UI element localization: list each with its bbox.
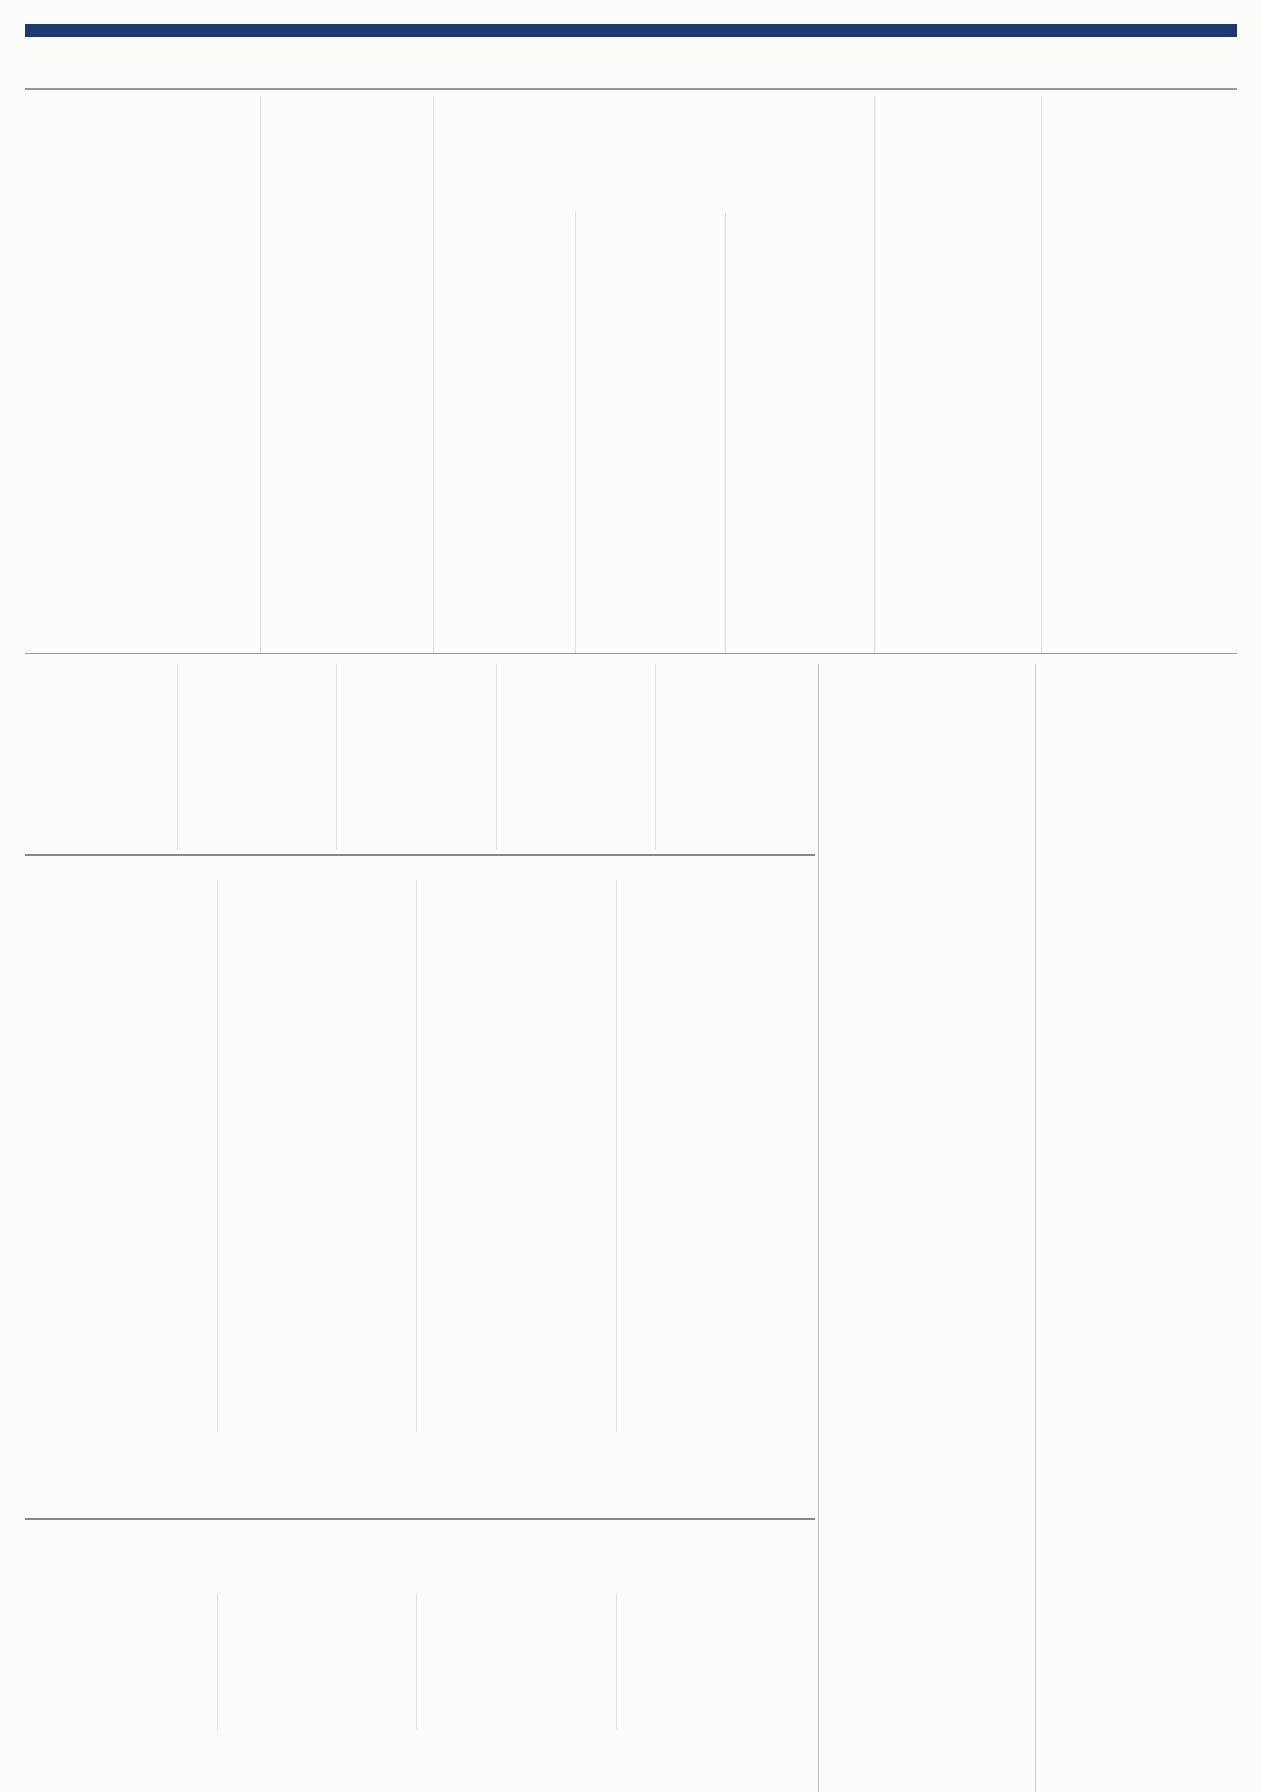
article-column [25,96,190,653]
article-column [655,664,815,850]
page-header [25,40,1237,90]
article-column [1035,664,1237,1792]
article-column [616,880,816,1432]
ceremony-left [828,664,1026,1792]
article-column [874,96,1041,653]
article-column [725,212,874,653]
article-column [434,212,575,653]
article-column [416,1594,616,1730]
article-column [496,664,656,850]
article-column [336,664,496,850]
vertical-headline-peace [190,96,260,653]
netizens-columns [25,880,815,1432]
article-column [575,212,724,653]
continued-from-page1 [25,664,815,850]
article-column [416,880,616,1432]
party-article-columns [434,212,874,653]
article-column [1041,96,1237,653]
party-article-center [433,96,874,653]
article-column [177,664,337,850]
party-article-headline [434,96,874,206]
article-column [260,96,433,653]
article-column [828,1206,1026,1792]
article-column [25,880,217,1432]
ceremony-top [828,664,1026,1196]
article-column [217,880,417,1432]
taiwan-headline [25,1536,815,1580]
article-column [25,1594,217,1730]
article-column [616,1594,816,1730]
article-column [25,664,177,850]
taiwan-article [25,1518,815,1792]
article-column [217,1594,417,1730]
vertical-headline-ceremony [936,688,1026,1196]
top-navy-bar [25,24,1237,37]
ceremony-article [818,664,1237,1792]
top-stories-band [25,96,1237,654]
article-column [828,664,930,1196]
taiwan-columns [25,1594,815,1730]
netizens-article [25,854,815,1514]
